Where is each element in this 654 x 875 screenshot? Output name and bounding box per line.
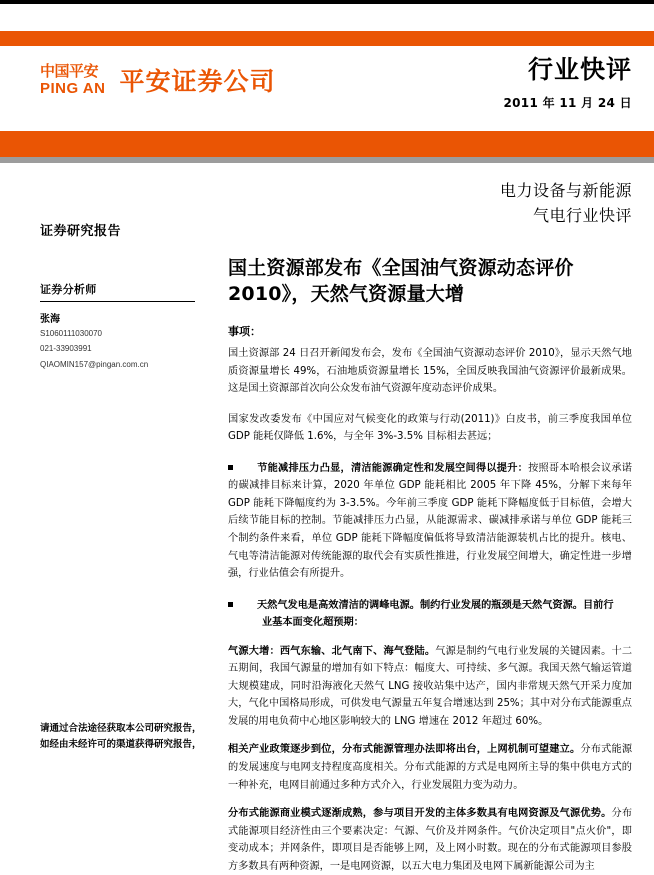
disclaimer-line-1: 请通过合法途径获取本公司研究报告，	[40, 723, 202, 734]
content-area	[0, 163, 654, 872]
masthead-white-area	[0, 46, 654, 131]
bullet-item	[228, 460, 632, 583]
bullet-lead-text-cont: 业基本面变化超预期：	[262, 617, 364, 629]
logo-english-text: PING AN	[40, 80, 106, 97]
bullet-item	[228, 597, 632, 632]
sub-section-body: 分布式能源的发展速度与电网支持程度高度相关。分布式能源的方式是电网所主导的集中供电方式的一种补充，电网目前通过多种方式介入，行业发展阻力变为动力。	[228, 744, 633, 791]
analyst-heading: 证券分析师	[40, 281, 195, 302]
sector-line-1: 电力设备与新能源	[499, 181, 632, 200]
sector-heading	[228, 179, 632, 229]
square-bullet-icon	[228, 602, 233, 607]
sub-section	[228, 643, 632, 731]
company-name: 平安证券公司	[119, 67, 276, 96]
sub-section-lead: 气源大增：西气东输、北气南下、海气登陆。	[228, 645, 436, 657]
matter-paragraph-2: 国家发改委发布《中国应对气候变化的政策与行动(2011)》白皮书，前三季度我国单位 GDP 能耗仅降低 1.6%，与全年 3%-3.5% 目标相去甚远；	[228, 413, 632, 443]
sub-section	[228, 805, 632, 875]
page-title: 国土资源部发布《全国油气资源动态评价 2010》，天然气资源量大增	[228, 256, 574, 305]
brand-logo	[40, 62, 275, 98]
disclaimer-line-2: 如经由未经许可的渠道获得研究报告，	[40, 738, 202, 750]
masthead-right-block	[504, 56, 633, 111]
matter-paragraph-1: 国土资源部 24 日召开新闻发布会，发布《全国油气资源动态评价 2010》，显示天然气地质资源量增长 49%，石油地质资源量增长 15%，全国反映我国油气资源评价最新成果。这是国土资源部首次向公众发布油气资源年度动态评价成果。	[228, 348, 632, 395]
sub-section-body: 分布式能源项目经济性由三个要素决定：气源、气价及并网条件。气价决定项目"点火价"，即变动成本；并网条件，即项目是否能够上网，及上网小时数。现在的分布式能源项目参股方多数具有两种资源，一是电网资源，以五大电力集团及电网下属新能源公司为主	[228, 808, 633, 872]
logo-chinese-text: 中国平安	[40, 62, 99, 80]
matter-label: 事项：	[228, 325, 261, 339]
sidebar-column	[40, 163, 210, 371]
sector-line-2: 气电行业快评	[532, 205, 632, 225]
footer-disclaimer	[40, 721, 215, 752]
analyst-name: 张海	[40, 314, 60, 325]
masthead-orange-bar-top	[0, 31, 654, 46]
analyst-license-number: S1060111030070	[40, 329, 102, 338]
main-column	[228, 163, 632, 875]
sub-section-lead: 相关产业政策逐步到位，分布式能源管理办法即将出台，上网机制可望建立。	[228, 744, 581, 756]
pingan-logo-mark	[40, 64, 105, 96]
square-bullet-icon	[228, 465, 233, 470]
bullet-lead-text: 节能减排压力凸显，清洁能源确定性和发展空间得以提升：	[257, 462, 529, 474]
report-date: 2011 年 11 月 24 日	[503, 95, 632, 110]
sub-section-lead: 分布式能源商业模式逐渐成熟，参与项目开发的主体多数具有电网资源及气源优势。	[228, 808, 612, 820]
research-report-label: 证券研究报告	[40, 224, 122, 239]
bullet-lead-text: 天然气发电是高效清洁的调峰电源。制约行业发展的瓶颈是天然气资源。目前行	[257, 599, 614, 611]
analyst-phone: 021-33903991	[40, 344, 92, 354]
analyst-email[interactable]: QIAOMIN157@pingan.com.cn	[40, 359, 149, 369]
sub-section-body: 气源是制约气电行业发展的关键因素。十二五期间，我国气源量的增加有如下特点：幅度大、可持续、多气源。我国天然气输运管道大规模建成，同时沿海液化天然气 LNG 接收站集中达产，国内非常规天然气开采力度加大，气化中国格局形成，可供发电气源量五年复合增速达到 25%；其中对分布式能源重点发展的用电负荷中心地区影响较大的 LNG 增速在 2012 年超过 60%。	[228, 645, 633, 727]
bullet-body-text: 按照哥本哈根会议承诺的碳减排目标来计算，2020 年单位 GDP 能耗相比 2005 年下降 45%，分解下来每年 GDP 能耗下降幅度约为 3-3.5%。今年前三季度 GDP 能耗下降幅度低于目标值，会增大后续节能目标的控制。节能减排压力凸显，从能源需求、碳减排承诺与单位 GDP 能耗三个制约条件来看，单位 GDP 能耗下降幅度偏低将导致清洁能源装机占比的提升。核电、气电等清洁能源对传统能源的取代会有实质性推进，行业发展空间增大，确定性进一步增强，行业估值会有所提升。	[228, 462, 632, 580]
analyst-block	[40, 281, 210, 371]
report-kind-title: 行业快评	[527, 55, 632, 84]
masthead	[0, 4, 654, 163]
bullet-paragraph	[228, 460, 632, 583]
bullet-paragraph	[228, 597, 632, 615]
masthead-orange-bar-bottom	[0, 131, 654, 157]
sub-section	[228, 741, 632, 794]
